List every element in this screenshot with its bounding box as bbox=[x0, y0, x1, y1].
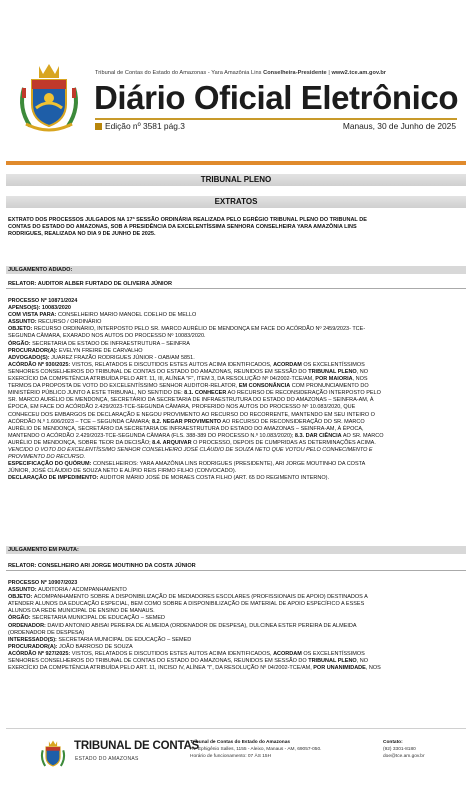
text-line: ÓRGÃO: SECRETARIA MUNICIPAL DE EDUCAÇÃO – SEMED bbox=[8, 615, 165, 622]
relator-heading-2: RELATOR: CONSELHEIRO ARI JORGE MOUTINHO DA COSTA JÚNIOR bbox=[6, 562, 466, 571]
text-line: OBJETO: ACOMPANHAMENTO SOBRE A DISPONIBILIZAÇÃO DE MEDIADORES ESCOLARES (PROFISSIONAIS DE APOIO) DESTINADOS A bbox=[8, 594, 368, 601]
section-title-tribunal: TRIBUNAL PLENO bbox=[6, 174, 466, 186]
text-line: ASSUNTO: RECURSO / ORDINÁRIO bbox=[8, 319, 102, 326]
footer-org-sub: ESTADO DO AMAZONAS bbox=[75, 756, 139, 762]
block2-text bbox=[8, 580, 466, 672]
page-title: Diário Oficial Eletrônico bbox=[94, 79, 459, 116]
footer-org-name: TRIBUNAL DE CONTAS bbox=[74, 740, 200, 752]
subsection-julgamento-pauta: JULGAMENTO EM PAUTA: bbox=[6, 546, 466, 554]
intro-text: EXTRATO DOS PROCESSOS JULGADOS NA 17ª SESSÃO ORDINÁRIA REALIZADA PELO EGRÉGIO TRIBUNAL PLENO DO TRIBUNAL DE CONTAS DO ESTADO DO AMAZONAS, SOB A PRESIDÊNCIA DA EXCELENTÍSSIMA SENHORA CONSELHEIRA YARA AMAZÔNIA LINS RODRIGUES, REALIZADA NO DIA 9 DE JUNHO DE 2025. bbox=[8, 217, 367, 238]
text-line: PROCURADOR(A): EVELYN FREIRE DE CARVALHO bbox=[8, 347, 143, 354]
text-line: COM VISTA PARA: CONSELHEIRO MARIO MANOEL COELHO DE MELLO bbox=[8, 312, 197, 319]
text-line: MANTENDO O ACÓRDÃO 2.429/2023-TCE-SEGUNDA CÂMARA (FLS. 388-389 DO PROCESSO N.º 10.083/2020); 8.3. DAR CIÊNCIA AO SR. MARCO bbox=[8, 432, 384, 439]
text-line: DECLARAÇÃO DE IMPEDIMENTO: AUDITOR MÁRIO JOSÉ DE MORAES COSTA FILHO (ART. 65 DO REGIMENTO INTERNO). bbox=[8, 475, 329, 482]
footer-emblem-icon bbox=[38, 738, 68, 770]
text-line: PROVIMENTO DO RECURSO. bbox=[8, 454, 86, 461]
text-line: AURÉLIO DE MENDONÇA, SOBRE TEOR DA DECISÃO; 8.4. ARQUIVAR O PROCESSO, DEPOIS DE CUMPRIDAS AS DETERMINAÇÕES ACIMA. bbox=[8, 439, 376, 446]
coat-of-arms-icon bbox=[14, 58, 84, 136]
text-line: OBJETO: RECURSO ORDINÁRIO, INTERPOSTO PELO SR. MARCO AURÉLIO DE MENDONÇA EM FACE DO ACÓRDÃO Nº 2459/2023- TCE- bbox=[8, 326, 366, 333]
footer bbox=[0, 728, 472, 798]
text-line: SENHORES CONSELHEIROS DO TRIBUNAL DE CONTAS DO ESTADO DO AMAZONAS, REUNIDOS EM SESSÃO DO TRIBUNAL PLENO, NO bbox=[8, 368, 369, 375]
date-place: Manaus, 30 de Junho de 2025 bbox=[342, 121, 456, 131]
text-line: APENSO(S): 10083/2020 bbox=[8, 305, 71, 312]
footer-contact: Contato: (92) 3301-8180 doe@tce.am.gov.br bbox=[383, 740, 425, 760]
header bbox=[0, 0, 472, 150]
header-divider bbox=[95, 118, 457, 120]
text-line: EXERCÍCIO DA COMPETÊNCIA ATRIBUÍDA PELO ART. 11, INCISO IV, ALÍNEA "I", DA RESOLUÇÃO Nº 04/2002-TCE/AM, POR UNANIMIDADE, NOS bbox=[8, 665, 381, 672]
text-line: ALUNOS DA REDE MUNICIPAL DE ENSINO DE MANAUS. bbox=[8, 608, 155, 615]
text-line: EXERCÍCIO DA COMPETÊNCIA ATRIBUÍDA PELO ART. 11, III, ALÍNEA "F", ITEM 3, DA RESOLUÇÃO Nº 04/2002-TCE/AM, POR MAIORIA, NOS bbox=[8, 376, 368, 383]
text-line: PROCURADOR(A): JOÃO BARROSO DE SOUZA bbox=[8, 643, 133, 650]
edition-label: Edição nº 3581 pág.3 bbox=[95, 121, 185, 131]
text-line: ÉPOCA, EM FACE DO ACÓRDÃO 2.429/2023-TCE-SEGUNDA CÂMARA, PROFERIDO NOS AUTOS DO PROCESSO Nº 10.083/2020, QUE bbox=[8, 404, 356, 411]
text-line: VENCIDO O VOTO DO EXCELENTÍSSIMO SENHOR CONSELHEIRO JOSÉ CLÁUDIO DE SOUZA NETO QUE VOTOU PELO CONHECIMENTO E bbox=[8, 446, 373, 453]
text-line: (ORDENADOR DE DESPESA) bbox=[8, 629, 85, 636]
text-line: PROCESSO Nº 10907/2023 bbox=[8, 580, 78, 586]
text-line: ACÓRDÃO Nº 930/2025: VISTOS, RELATADOS E DISCUTIDOS ESTES AUTOS ACIMA IDENTIFICADOS, ACORDAM OS EXCELENTÍSSIMOS bbox=[8, 361, 365, 368]
text-line: SENHORES CONSELHEIROS DO TRIBUNAL DE CONTAS DO ESTADO DO AMAZONAS, REUNIDOS EM SESSÃO DO TRIBUNAL PLENO, NO bbox=[8, 658, 369, 665]
relator-heading-1: RELATOR: AUDITOR ALBER FURTADO DE OLIVEIRA JÚNIOR bbox=[6, 280, 466, 289]
text-line: ASSUNTO: AUDITORIA / ACOMPANHAMENTO bbox=[8, 587, 127, 594]
text-line: TERMOS DA PROPOSTA DE VOTO DO EXCELENTÍSSIMO SENHOR AUDITOR-RELATOR, EM CONSONÂNCIA COM PRONUNCIAMENTO DO bbox=[8, 383, 369, 390]
text-line: ESPECIFICAÇÃO DO QUÓRUM: CONSELHEIROS: YARA AMAZÔNIA LINS RODRIGUES (PRESIDENTE), ARI JORGE MOUTINHO DA COSTA bbox=[8, 461, 366, 468]
text-line: JÚNIOR, JOSÉ CLÁUDIO DE SOUZA NETO E ALÍPIO REIS FIRMO FILHO (CONVOCADO). bbox=[8, 468, 237, 475]
text-line: SEGUNDA CÂMARA, EXARADO NOS AUTOS DO PROCESSO Nº 10083/2020. bbox=[8, 333, 206, 340]
text-line: SR. MARCO AURÉLIO DE MENDONÇA, SECRETÁRIO DA SECRETARIA DE INFRAESTRUTURA DO ESTADO DO AMAZONAS – SEINFRA-AM, À bbox=[8, 397, 374, 404]
footer-address: Tribunal de Contas do Estado do Amazonas Av. Ephigênio Salles, 1155 - Aleixo, Manaus - AM, 69057-050. Horário de funcionamento: 07 ÀS 15H bbox=[190, 740, 322, 760]
text-line: ORDENADOR: DAVID ANTONIO ABISAI PEREIRA DE ALMEIDA (ORDENADOR DE DESPESA), DULCINEA ESTER PEREIRA DE ALMEIDA bbox=[8, 622, 357, 629]
section-accent-bar bbox=[6, 161, 466, 165]
text-line: AURÉLIO DE MENDONÇA, SECRETÁRIO DA SECRETARIA DE INFRAESTRUTURA DO ESTADO DO AMAZONAS – SEINFRA-AM, À ÉPOCA, bbox=[8, 425, 364, 432]
text-line: ACÓRDÃO N.º 1.606/2023 – TCE – SEGUNDA CÂMARA; 8.2. NEGAR PROVIMENTO AO RECURSO DE RECONSIDERAÇÃO DO SR. MARCO bbox=[8, 418, 365, 425]
text-line: ADVOGADO(S): JUAREZ FRAZÃO RODRIGUES JÚNIOR - OAB/AM 5851. bbox=[8, 354, 195, 361]
text-line: ACÓRDÃO Nº 927/2025: VISTOS, RELATADOS E DISCUTIDOS ESTES AUTOS ACIMA IDENTIFICADOS, ACORDAM OS EXCELENTÍSSIMOS bbox=[8, 650, 365, 657]
text-line: PROCESSO Nº 10871/2024 bbox=[8, 298, 78, 304]
header-top-line: Tribunal de Contas do Estado do Amazonas - Yara Amazônia Lins Conselheira-Presidente | www2.tce.am.gov.br bbox=[95, 70, 387, 76]
text-line: ATENDER ALUNOS DA EDUCAÇÃO ESPECIAL, BEM COMO SOBRE A DISPONIBILIZAÇÃO DE MATERIAL DE APOIO ESPECÍFICO A ESSES bbox=[8, 601, 365, 608]
text-line: MINISTÉRIO PÚBLICO JUNTO A ESTE TRIBUNAL, NO SENTIDO DE: 8.1. CONHECER AO RECURSO DE RECONSIDERAÇÃO INTERPOSTO PELO bbox=[8, 390, 381, 397]
text-line: INTERESSADO(S): SECRETARIA MUNICIPAL DE EDUCAÇÃO – SEMED bbox=[8, 636, 192, 643]
subsection-julgamento-adiado: JULGAMENTO ADIADO: bbox=[6, 266, 466, 274]
block1-text bbox=[8, 298, 466, 482]
text-line: ÓRGÃO: SECRETARIA DE ESTADO DE INFRAESTRUTURA – SEINFRA bbox=[8, 340, 190, 347]
section-title-extratos: EXTRATOS bbox=[6, 196, 466, 208]
text-line: CONHECEU DOS EMBARGOS DE DECLARAÇÃO E NEGOU PROVIMENTO AO RECURSO DO RECORRENTE, MANTENDO EM SEU INTEIRO O bbox=[8, 411, 375, 418]
